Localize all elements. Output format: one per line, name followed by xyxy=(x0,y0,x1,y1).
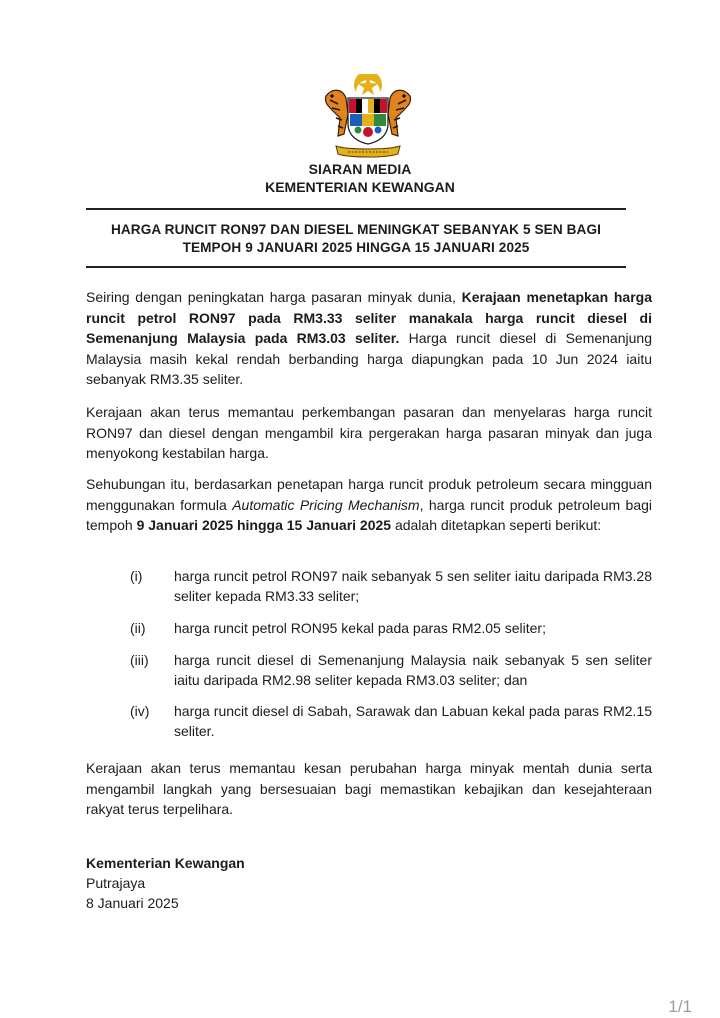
document-title xyxy=(86,221,626,257)
paragraph-1 xyxy=(86,287,652,390)
coat-of-arms-icon xyxy=(318,74,418,158)
list-item-text: harga runcit diesel di Sabah, Sarawak dan Labuan kekal pada paras RM2.15 seliter. xyxy=(174,703,652,740)
list-item-text: harga runcit petrol RON97 naik sebanyak 5 sen seliter iaitu daripada RM3.28 seliter kepada RM3.33 seliter; xyxy=(174,568,652,605)
list-item-number: (iii) xyxy=(130,652,149,668)
paragraph-3-period: 9 Januari 2025 hingga 15 Januari 2025 xyxy=(136,517,392,534)
list-item-text: harga runcit diesel di Semenanjung Malaysia naik sebanyak 5 sen seliter iaitu daripada RM2.98 seliter kepada RM3.03 seliter; dan xyxy=(174,652,652,689)
signature-place: Putrajaya xyxy=(86,875,146,891)
signature-date: 8 Januari 2025 xyxy=(86,895,179,911)
paragraph-1-rest: Harga runcit diesel di Semenanjung Malaysia masih kekal rendah berbanding harga diapungkan pada 10 Jun 2024 iaitu sebanyak RM3.35 seliter. xyxy=(86,330,652,388)
paragraph-3-end: adalah ditetapkan seperti berikut: xyxy=(391,517,602,534)
header-ministry: KEMENTERIAN KEWANGAN xyxy=(265,179,455,195)
page-indicator: 1/1 xyxy=(668,997,692,1016)
title-line-2: TEMPOH 9 JANUARI 2025 HINGGA 15 JANUARI 2025 xyxy=(182,240,530,255)
list-item-number: (i) xyxy=(130,568,143,584)
signature-block xyxy=(86,853,245,913)
paragraph-3-formula: Automatic Pricing Mechanism xyxy=(232,496,420,513)
title-top-rule xyxy=(86,208,626,210)
paragraph-3-middle: , harga runcit produk petroleum bagi tempoh xyxy=(86,496,653,534)
list-item-number: (iv) xyxy=(130,703,150,719)
paragraph-2: Kerajaan akan terus memantau perkembangan pasaran dan menyelaras harga runcit RON97 dan diesel dengan mengambil kira pergerakan harga pasaran minyak dan juga menyokong kestabilan harga. xyxy=(86,404,652,462)
list-item-number: (ii) xyxy=(130,620,146,636)
signature-org: Kementerian Kewangan xyxy=(86,855,245,871)
paragraph-4: Kerajaan akan terus memantau kesan perubahan harga minyak mentah dunia serta mengambil langkah yang bersesuaian bagi memastikan kebajikan dan kesejahteraan rakyat terus terpelihara. xyxy=(86,760,652,818)
paragraph-3-intro: Sehubungan itu, berdasarkan penetapan harga runcit produk petroleum secara mingguan menggunakan formula xyxy=(86,476,652,513)
paragraph-3 xyxy=(86,474,652,536)
title-line-1: HARGA RUNCIT RON97 DAN DIESEL MENINGKAT SEBANYAK 5 SEN BAGI xyxy=(110,222,602,237)
media-header xyxy=(0,160,720,196)
paragraph-1-intro: Seiring dengan peningkatan harga pasaran minyak dunia, xyxy=(86,289,462,305)
title-bottom-rule xyxy=(86,266,626,268)
list-item-text: harga runcit petrol RON95 kekal pada paras RM2.05 seliter; xyxy=(174,620,546,636)
paragraph-1-highlight: Kerajaan menetapkan harga runcit petrol RON97 pada RM3.33 seliter manakala harga runcit diesel di Semenanjung Malaysia pada RM3.03 seliter. xyxy=(86,289,652,347)
header-label: SIARAN MEDIA xyxy=(308,161,412,177)
